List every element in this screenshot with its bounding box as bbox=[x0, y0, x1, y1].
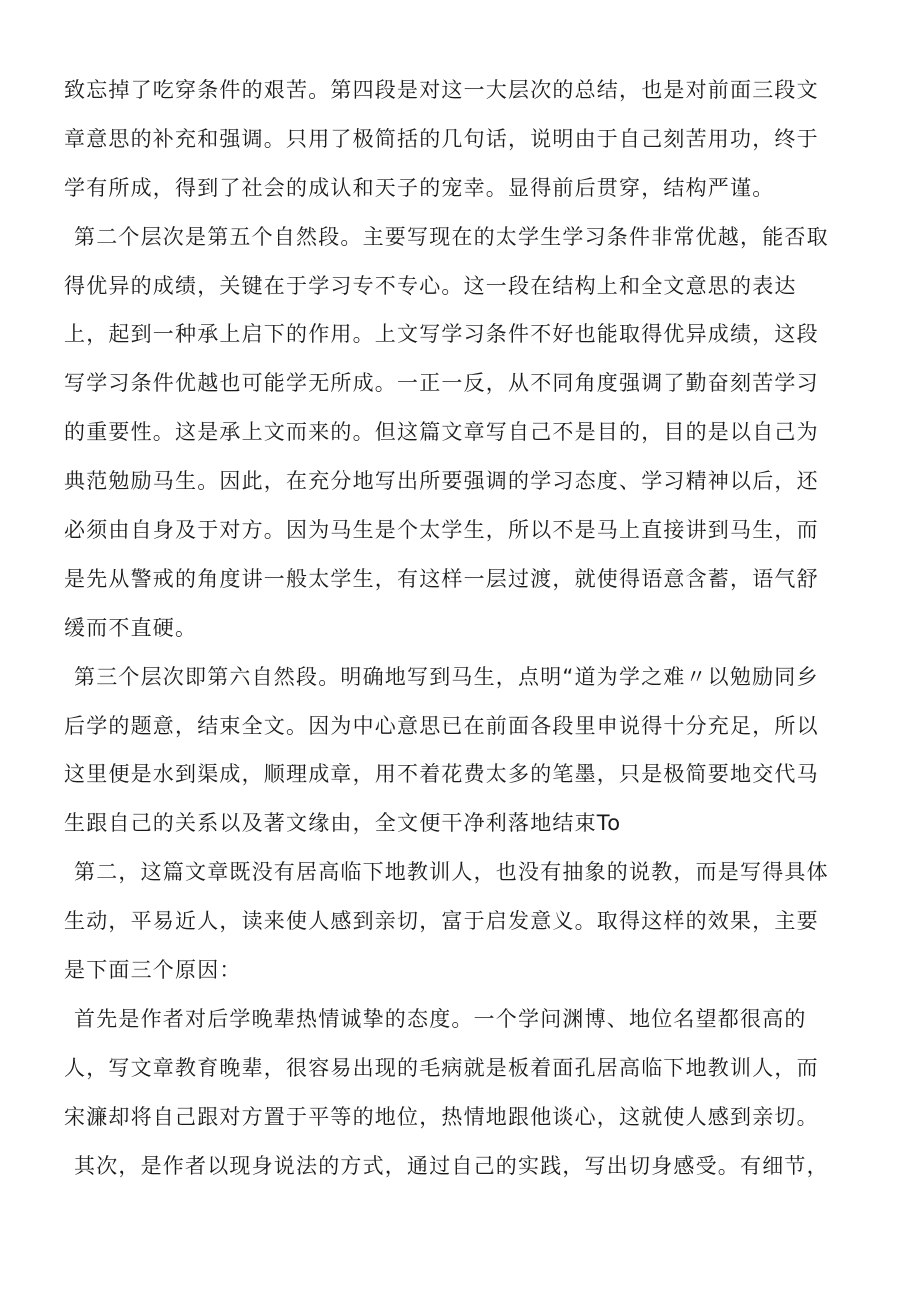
text-line: 人，写文章教育晚辈，很容易出现的毛病就是板着面孔居高临下地教训人，而 bbox=[64, 1055, 819, 1080]
text-line: 上，起到一种承上启下的作用。上文写学习条件不好也能取得优异成绩，这段 bbox=[64, 322, 819, 347]
text-line: 这里便是水到渠成，顺理成章，用不着花费太多的笔墨，只是极简要地交代马 bbox=[64, 762, 819, 787]
text-line: 是先从警戒的角度讲一般太学生，有这样一层过渡，就使得语意含蓄，语气舒 bbox=[64, 566, 819, 591]
document-body bbox=[64, 66, 864, 1190]
text-line: 典范勉励马生。因此，在充分地写出所要强调的学习态度、学习精神以后，还 bbox=[64, 469, 819, 494]
text-line: 缓而不直硬。 bbox=[64, 615, 198, 640]
text-line: 生动，平易近人，读来使人感到亲切，富于启发意义。取得这样的效果，主要 bbox=[64, 909, 819, 934]
text-line: 写学习条件优越也可能学无所成。一正一反，从不同角度强调了勤奋刻苦学习 bbox=[64, 371, 819, 396]
text-line: 必须由自身及于对方。因为马生是个太学生，所以不是马上直接讲到马生，而 bbox=[64, 518, 819, 543]
text-line: 学有所成，得到了社会的成认和天子的宠幸。显得前后贯穿，结构严谨。 bbox=[64, 175, 775, 200]
text-line: 第二个层次是第五个自然段。主要写现在的太学生学习条件非常优越，能否取 bbox=[74, 224, 829, 249]
text-line: 的重要性。这是承上文而来的。但这篇文章写自己不是目的，目的是以自己为 bbox=[64, 420, 819, 445]
text-line: 其次，是作者以现身说法的方式，通过自己的实践，写出切身感受。有细节， bbox=[74, 1153, 829, 1178]
text-line: 后学的题意，结束全文。因为中心意思已在前面各段里申说得十分充足，所以 bbox=[64, 713, 819, 738]
text-line: 生跟自己的关系以及著文缘由，全文便干净利落地结束To bbox=[64, 811, 622, 836]
text-line: 致忘掉了吃穿条件的艰苦。第四段是对这一大层次的总结，也是对前面三段文 bbox=[64, 78, 819, 102]
text-line: 是下面三个原因： bbox=[64, 958, 242, 983]
text-line: 宋濂却将自己跟对方置于平等的地位，热情地跟他谈心，这就使人感到亲切。 bbox=[64, 1104, 819, 1129]
text-line: 得优异的成绩，关键在于学习专不专心。这一段在结构上和全文意思的表达 bbox=[64, 273, 797, 298]
text-line: 第三个层次即第六自然段。明确地写到马生，点明“道为学之难〃以勉励同乡 bbox=[74, 664, 819, 689]
text-line: 章意思的补充和强调。只用了极简括的几句话，说明由于自己刻苦用功，终于 bbox=[64, 126, 819, 151]
text-line: 第二，这篇文章既没有居高临下地教训人，也没有抽象的说教，而是写得具体 bbox=[74, 860, 829, 885]
text-line: 首先是作者对后学晚辈热情诚挚的态度。一个学问渊博、地位名望都很高的 bbox=[74, 1006, 807, 1031]
